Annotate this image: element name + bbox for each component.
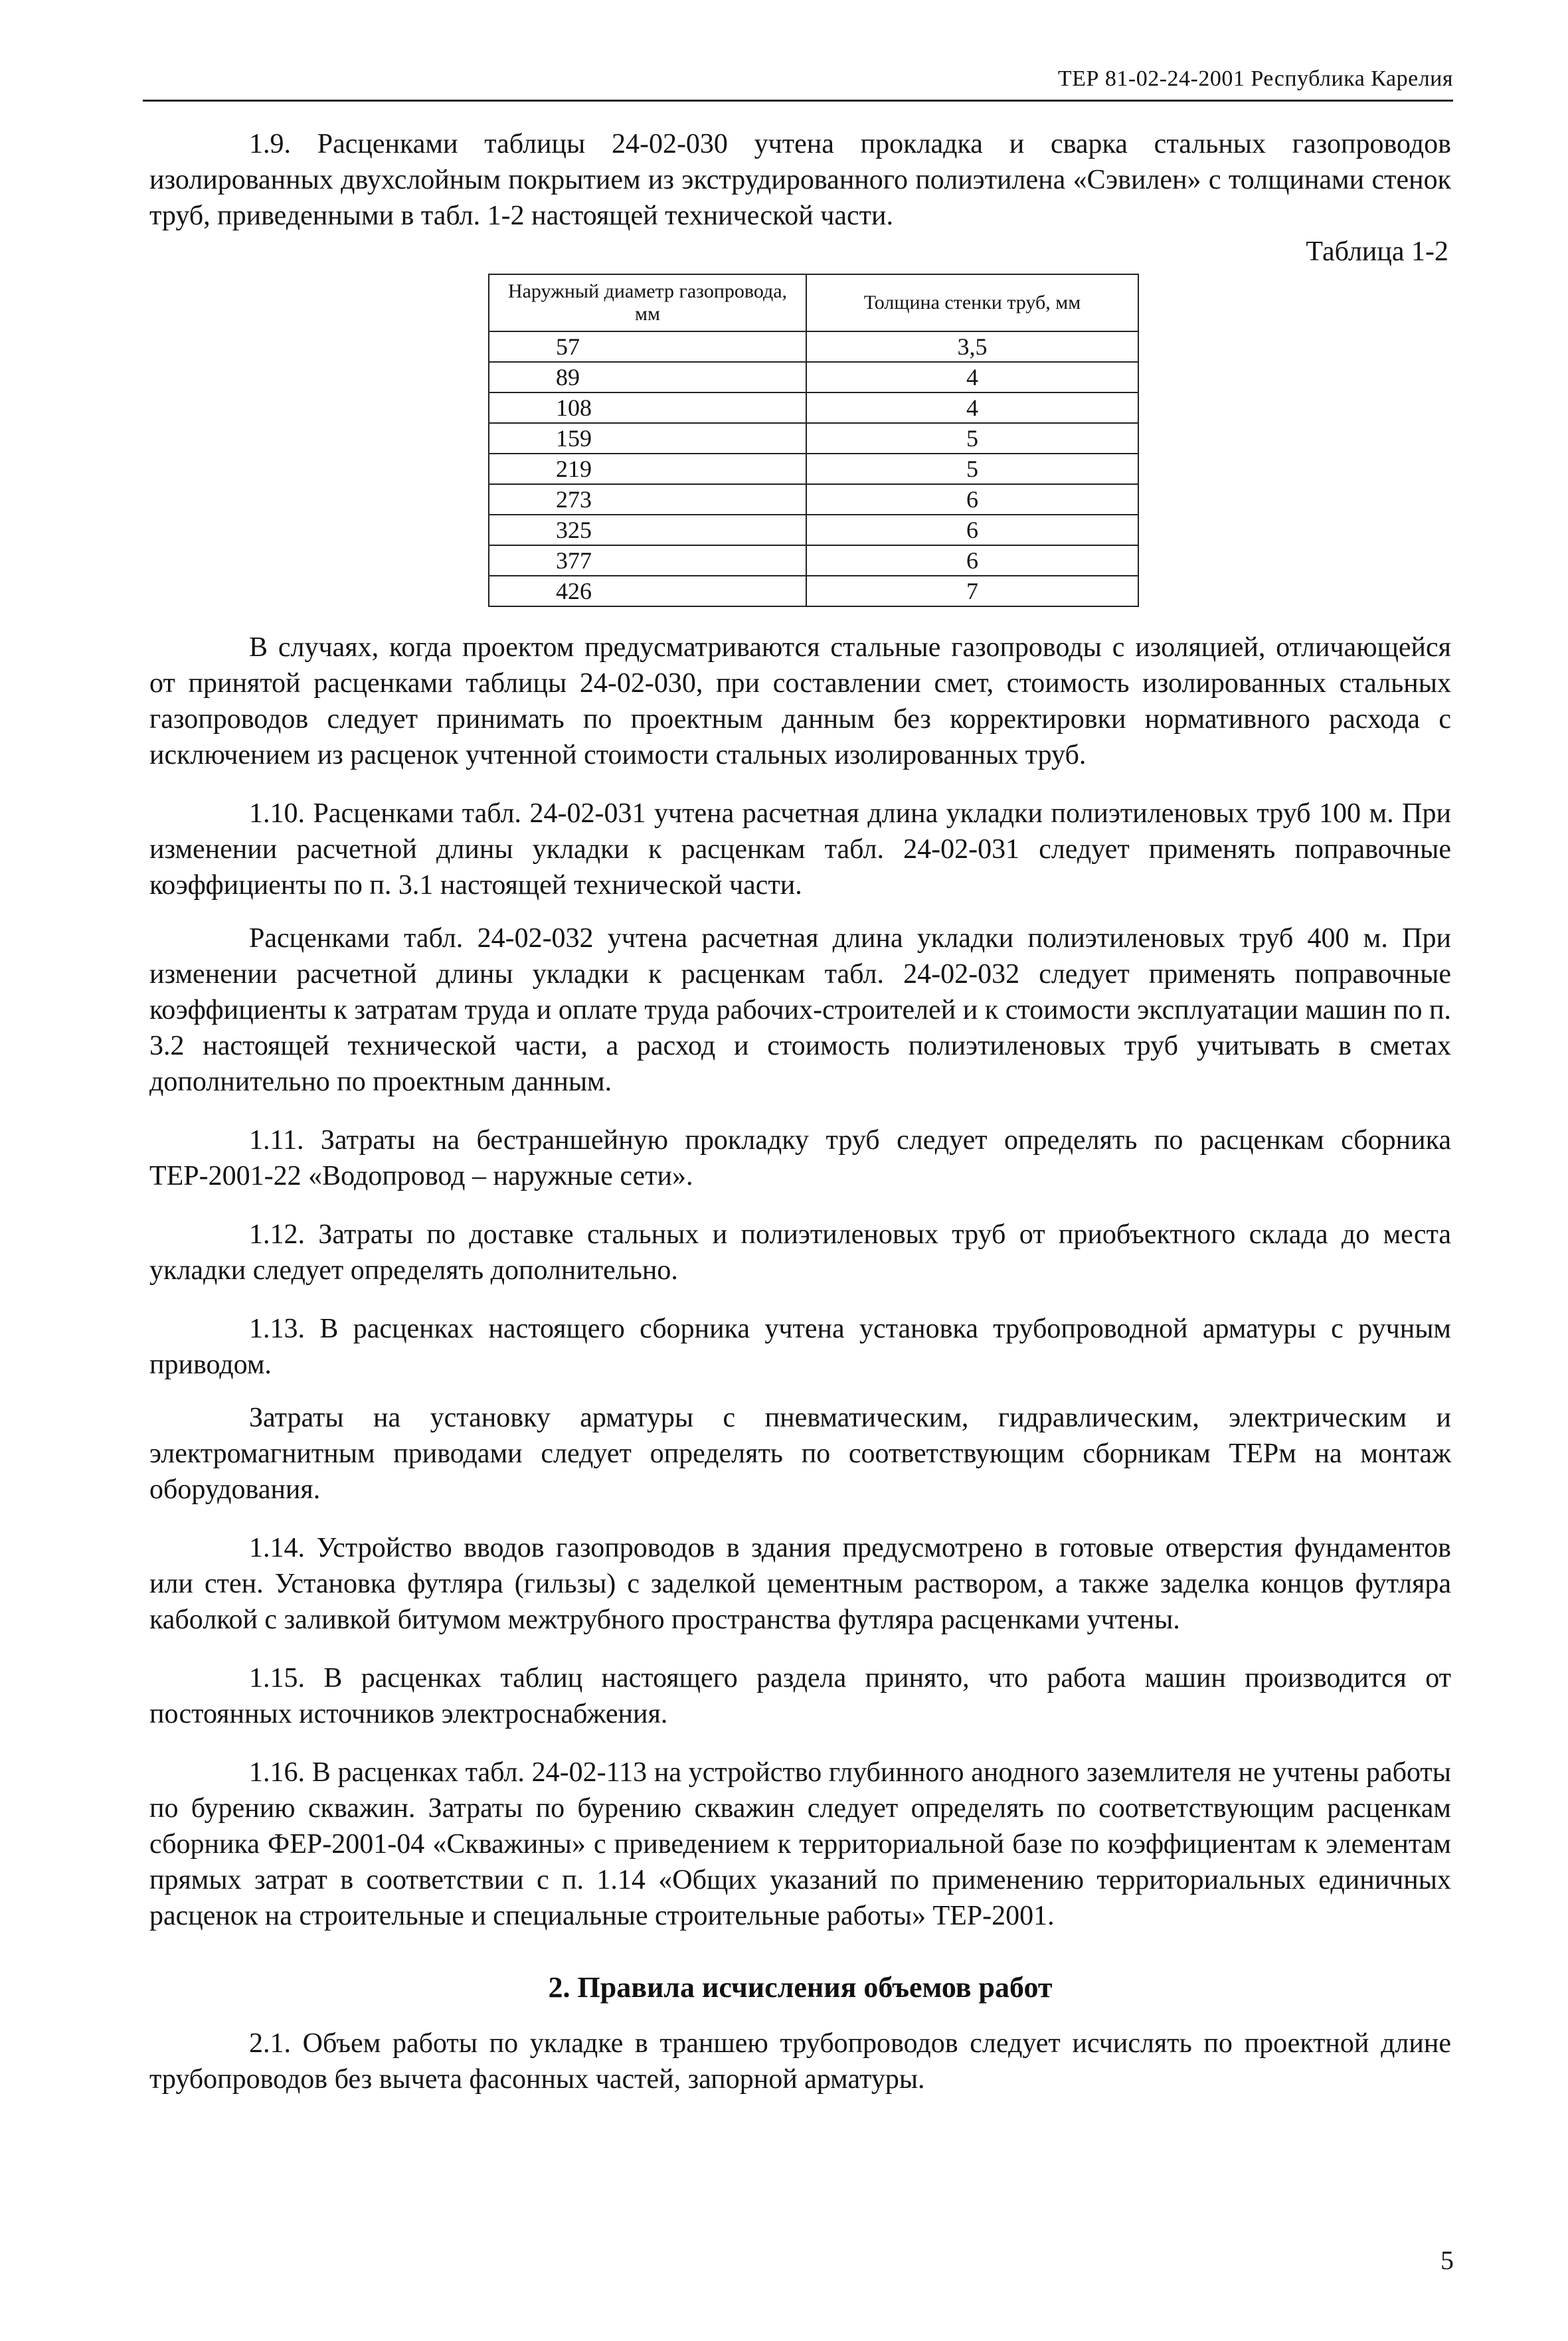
diameter-cell: 57 — [489, 331, 806, 362]
table-row — [489, 484, 1138, 515]
paragraph-1-16: 1.16. В расценках табл. 24-02-113 на устройство глубинного анодного заземлителя не учтены работы по бурению скважин. Затраты по бурению скважин следует определять по соответствующим расценкам сборника ФЕР-2001-04 «Скважины» с приведением к территориальной базе по коэффициентам к элементам прямых затрат в соответствии с п. 1.14 «Общих указаний по применению территориальных единичных расценок на строительные и специальные строительные работы» ТЕР-2001. — [149, 1757, 1451, 1931]
paragraph-1-11: 1.11. Затраты на бестраншейную прокладку труб следует определять по расценкам сборника ТЕР-2001-22 «Водопровод – наружные сети». — [149, 1125, 1451, 1191]
thickness-cell: 3,5 — [806, 331, 1138, 362]
pipe-wall-thickness-table — [488, 274, 1139, 607]
document-body — [149, 126, 1451, 2097]
page-number: 5 — [1440, 2245, 1454, 2275]
diameter-cell: 89 — [489, 362, 806, 392]
table-header-row — [489, 274, 1138, 331]
diameter-cell: 377 — [489, 545, 806, 576]
paragraph-1-13: 1.13. В расценках настоящего сборника учтена установка трубопроводной арматуры с ручным приводом. — [149, 1314, 1451, 1380]
thickness-cell: 4 — [806, 392, 1138, 423]
diameter-cell: 273 — [489, 484, 806, 515]
paragraph-1-12: 1.12. Затраты по доставке стальных и полиэтиленовых труб от приобъектного склада до места укладки следует определять дополнительно. — [149, 1219, 1451, 1286]
header-divider — [143, 100, 1453, 102]
paragraph-1-13-continued: Затраты на установку арматуры с пневматическим, гидравлическим, электрическим и электромагнитным приводами следует определять по соответствующим сборникам ТЕРм на монтаж оборудования. — [149, 1403, 1451, 1505]
paragraph-1-15: 1.15. В расценках таблиц настоящего раздела принято, что работа машин производится от постоянных источников электроснабжения. — [149, 1663, 1451, 1729]
table-row — [489, 331, 1138, 362]
diameter-cell: 159 — [489, 423, 806, 454]
paragraph-2-1: 2.1. Объем работы по укладке в траншею трубопроводов следует исчислять по проектной длине трубопроводов без вычета фасонных частей, запорной арматуры. — [149, 2028, 1451, 2095]
paragraph-1-9: 1.9. Расценками таблицы 24-02-030 учтена прокладка и сварка стальных газопроводов изолированных двухслойным покрытием из экструдированного полиэтилена «Сэвилен» с толщинами стенок труб, приведенными в табл. 1-2 настоящей технической части. — [149, 129, 1451, 231]
thickness-cell: 6 — [806, 515, 1138, 545]
running-header: ТЕР 81-02-24-2001 Республика Карелия — [1057, 66, 1453, 91]
table-row — [489, 454, 1138, 484]
thickness-cell: 7 — [806, 576, 1138, 606]
diameter-cell: 108 — [489, 392, 806, 423]
paragraph-1-14: 1.14. Устройство вводов газопроводов в здания предусмотрено в готовые отверстия фундаментов или стен. Установка футляра (гильзы) с заделкой цементным раствором, а также заделка концов футляра каболкой с заливкой битумом межтрубного пространства футляра расценками учтены. — [149, 1533, 1451, 1635]
table-row — [489, 362, 1138, 392]
thickness-cell: 4 — [806, 362, 1138, 392]
paragraph-1-9-continued: В случаях, когда проектом предусматриваются стальные газопроводы с изоляцией, отличающейся от принятой расценками таблицы 24-02-030, при составлении смет, стоимость изолированных стальных газопроводов следует принимать по проектным данным без корректировки нормативного расхода с исключением из расценок учтенной стоимости стальных изолированных труб. — [149, 632, 1451, 770]
thickness-cell: 5 — [806, 423, 1138, 454]
diameter-cell: 325 — [489, 515, 806, 545]
table-row — [489, 545, 1138, 576]
section-2-heading: 2. Правила исчисления объемов работ — [548, 1971, 1053, 2004]
table-row — [489, 515, 1138, 545]
table-row — [489, 392, 1138, 423]
thickness-cell: 6 — [806, 484, 1138, 515]
diameter-cell: 426 — [489, 576, 806, 606]
thickness-cell: 6 — [806, 545, 1138, 576]
paragraph-1-10: 1.10. Расценками табл. 24-02-031 учтена расчетная длина укладки полиэтиленовых труб 100 м. При изменении расчетной длины укладки к расценкам табл. 24-02-031 следует применять поправочные коэффициенты по п. 3.1 настоящей технической части. — [149, 798, 1451, 901]
column-header-diameter: Наружный диаметр газопровода, мм — [489, 274, 806, 331]
diameter-cell: 219 — [489, 454, 806, 484]
column-header-wall-thickness: Толщина стенки труб, мм — [806, 274, 1138, 331]
table-caption: Таблица 1-2 — [1306, 236, 1448, 267]
thickness-cell: 5 — [806, 454, 1138, 484]
table-row — [489, 576, 1138, 606]
paragraph-1-10-continued: Расценками табл. 24-02-032 учтена расчетная длина укладки полиэтиленовых труб 400 м. При изменении расчетной длины укладки к расценкам табл. 24-02-032 следует применять поправочные коэффициенты к затратам труда и оплате труда рабочих-строителей и к стоимости эксплуатации машин по п. 3.2 настоящей технической части, а расход и стоимость полиэтиленовых труб учитывать в сметах дополнительно по проектным данным. — [149, 923, 1451, 1097]
table-row — [489, 423, 1138, 454]
